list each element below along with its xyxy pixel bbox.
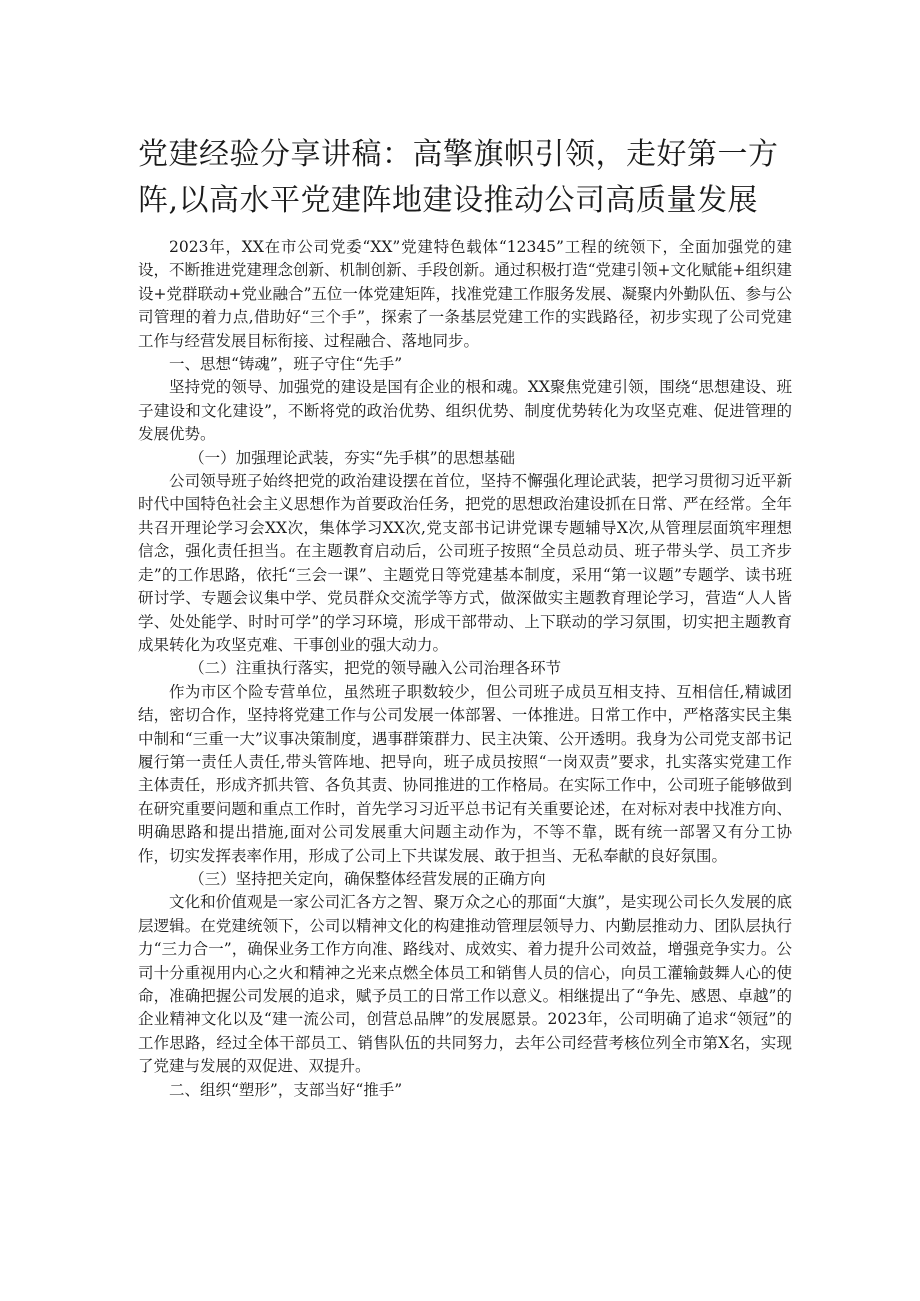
document-body xyxy=(138,236,792,1102)
section-heading-1: 一、思想“铸魂”，班子守住“先手” xyxy=(169,355,403,374)
subsection-1-1-paragraph: 公司领导班子始终把党的政治建设摆在首位，坚持不懈强化理论武装，把学习贯彻习近平新时代中国特色社会主义思想作为首要政治任务，把党的思想政治建设抓在日常、严在经常。全年共召开理论学习会XX次，集体学习XX次,党支部书记讲党课专题辅导X次,从管理层面筑牢理想信念，强化责任担当。在主题教育启动后，公司班子按照“全员总动员、班子带头学、员工齐步走”的工作思路，依托“三会一课”、主题党日等党建基本制度，采用“第一议题”专题学、读书班研讨学、专题会议集中学、党员群众交流学等方式，做深做实主题教育理论学习，营造“人人皆学、处处能学、时时可学”的学习环境，形成干部带动、上下联动的学习氛围，切实把主题教育成果转化为攻坚克难、干事创业的强大动力。 xyxy=(138,472,792,654)
subsection-heading-1-1: （一）加强理论武装，夯实“先手棋”的思想基础 xyxy=(189,448,515,467)
intro-paragraph: 2023年，XX在市公司党委“XX”党建特色载体“12345”工程的统领下，全面加强党的建设，不断推进党建理念创新、机制创新、手段创新。通过积极打造“党建引领+文化赋能+组织建设+党群联动+党业融合”五位一体党建矩阵，找准党建工作服务发展、凝聚内外勤队伍、参与公司管理的着力点,借助好“三个手”，探索了一条基层党建工作的实践路径，初步实现了公司党建工作与经营发展目标衔接、过程融合、落地同步。 xyxy=(138,238,792,350)
document-title: 党建经验分享讲稿：高擎旗帜引领，走好第一方阵,以高水平党建阵地建设推动公司高质量发展 xyxy=(138,137,779,218)
section-1-paragraph: 坚持党的领导、加强党的建设是国有企业的根和魂。XX聚焦党建引领，围绕“思想建设、班子建设和文化建设”，不断将党的政治优势、组织优势、制度优势转化为攻坚克难、促进管理的发展优势。 xyxy=(138,378,792,444)
subsection-heading-1-3: （三）坚持把关定向，确保整体经营发展的正确方向 xyxy=(189,869,546,888)
subsection-heading-1-2: （二）注重执行落实，把党的领导融入公司治理各环节 xyxy=(189,659,562,678)
subsection-1-2-paragraph: 作为市区个险专营单位，虽然班子职数较少，但公司班子成员互相支持、互相信任,精诚团结，密切合作，坚持将党建工作与公司发展一体部署、一体推进。日常工作中，严格落实民主集中制和“三重一大”议事决策制度，遇事群策群力、民主决策、公开透明。我身为公司党支部书记履行第一责任人责任,带头管阵地、把导向，班子成员按照“一岗双责”要求，扎实落实党建工作主体责任，形成齐抓共管、各负其责、协同推进的工作格局。在实际工作中，公司班子能够做到在研究重要问题和重点工作时，首先学习习近平总书记有关重要论述，在对标对表中找准方向、明确思路和提出措施,面对公司发展重大问题主动作为，不等不靠，既有统一部署又有分工协作，切实发挥表率作用，形成了公司上下共谋发展、敢于担当、无私奉献的良好氛围。 xyxy=(138,682,792,865)
subsection-1-3-paragraph: 文化和价值观是一家公司汇各方之智、聚万众之心的那面“大旗”，是实现公司长久发展的底层逻辑。在党建统领下，公司以精神文化的构建推动管理层领导力、内勤层推动力、团队层执行力“三力合一”，确保业务工作方向准、路线对、成效实、着力提升公司效益，增强竞争实力。公司十分重视用内心之火和精神之光来点燃全体员工和销售人员的信心，向员工灌输鼓舞人心的使命，准确把握公司发展的追求，赋予员工的日常工作以意义。相继提出了“争先、感恩、卓越”的企业精神文化以及“建一流公司，创营总品牌”的发展愿景。2023年，公司明确了追求“领冠”的工作思路，经过全体干部员工、销售队伍的共同努力，去年公司经营考核位列全市第X名，实现了党建与发展的双促进、双提升。 xyxy=(138,893,792,1076)
section-heading-2: 二、组织“塑形”，支部当好“推手” xyxy=(169,1080,403,1099)
